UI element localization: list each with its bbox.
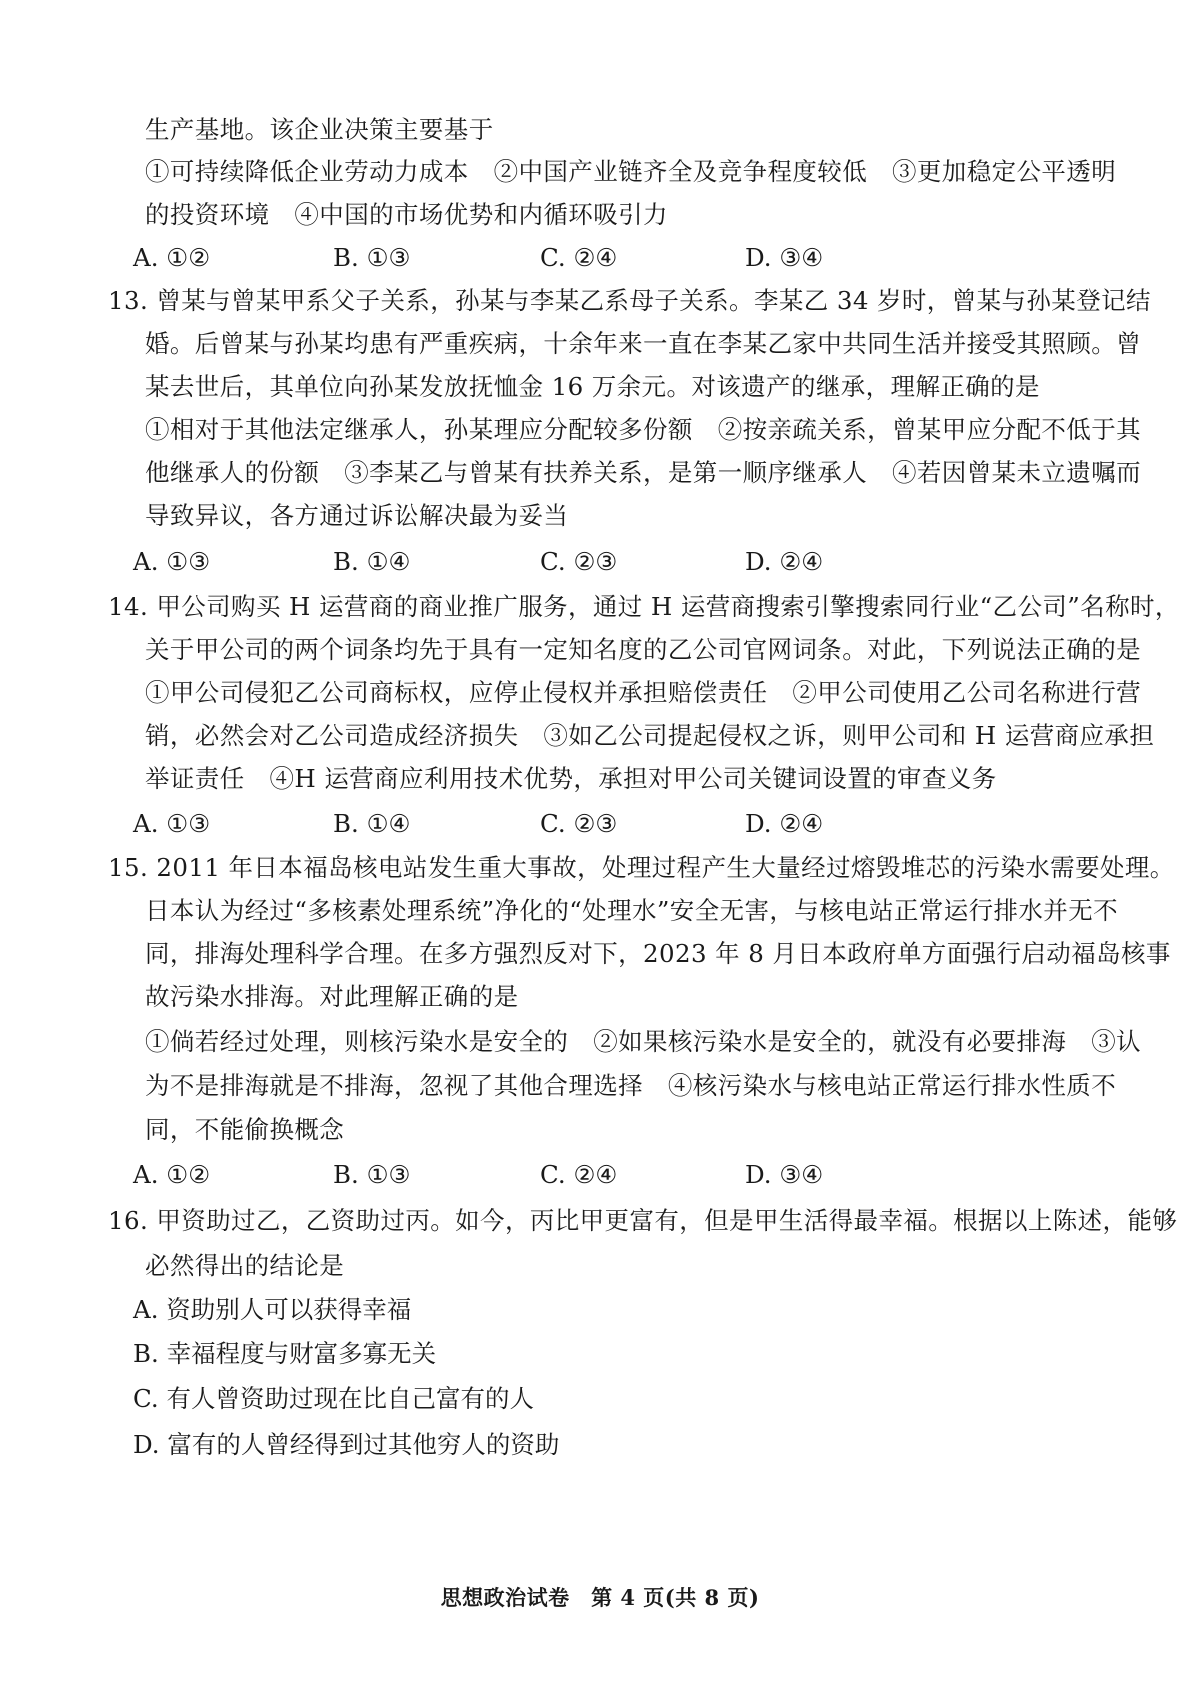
q15-statement-line-2: 为不是排海就是不排海，忽视了其他合理选择 ④核污染水与核电站正常运行排水性质不 (145, 1071, 1117, 1100)
page-footer: 思想政治试卷 第 4 页(共 8 页) (440, 1585, 760, 1610)
q15-stem-line-3: 同，排海处理科学合理。在多方强烈反对下，2023 年 8 月日本政府单方面强行启动福岛核事 (145, 939, 1171, 968)
q15-statement-line-1: ①倘若经过处理，则核污染水是安全的 ②如果核污染水是安全的，就没有必要排海 ③认 (145, 1027, 1141, 1056)
q12-option-c: C. ②④ (540, 243, 618, 272)
q16-stem-line-1: 16. 甲资助过乙，乙资助过丙。如今，丙比甲更富有，但是甲生活得最幸福。根据以上陈述，能够 (108, 1206, 1178, 1235)
q15-option-b: B. ①③ (333, 1160, 411, 1189)
q14-option-b: B. ①④ (333, 809, 411, 838)
q15-option-c: C. ②④ (540, 1160, 618, 1189)
q14-statement-line-1: ①甲公司侵犯乙公司商标权，应停止侵权并承担赔偿责任 ②甲公司使用乙公司名称进行营 (145, 678, 1141, 707)
q14-option-a: A. ①③ (133, 809, 211, 838)
q16-stem-line-2: 必然得出的结论是 (145, 1251, 345, 1280)
q15-option-d: D. ③④ (745, 1160, 824, 1189)
q13-stem-line-3: 某去世后，其单位向孙某发放抚恤金 16 万余元。对该遗产的继承，理解正确的是 (145, 372, 1040, 401)
q13-stem-line-1: 13. 曾某与曾某甲系父子关系，孙某与李某乙系母子关系。李某乙 34 岁时，曾某与孙某登记结 (108, 286, 1151, 315)
q12-option-b: B. ①③ (333, 243, 411, 272)
q14-statement-line-2: 销，必然会对乙公司造成经济损失 ③如乙公司提起侵权之诉，则甲公司和 H 运营商应承担 (145, 721, 1155, 750)
q12-tail: 生产基地。该企业决策主要基于 (145, 115, 494, 144)
q12-option-a: A. ①② (133, 243, 211, 272)
q13-option-a: A. ①③ (133, 547, 211, 576)
q14-statement-line-3: 举证责任 ④H 运营商应利用技术优势，承担对甲公司关键词设置的审查义务 (145, 764, 997, 793)
q13-option-d: D. ②④ (745, 547, 824, 576)
q13-statement-line-2: 他继承人的份额 ③李某乙与曾某有扶养关系，是第一顺序继承人 ④若因曾某未立遗嘱而 (145, 458, 1141, 487)
q15-statement-line-3: 同，不能偷换概念 (145, 1115, 345, 1144)
q15-stem-line-4: 故污染水排海。对此理解正确的是 (145, 982, 519, 1011)
q12-option-d: D. ③④ (745, 243, 824, 272)
q13-statement-line-3: 导致异议，各方通过诉讼解决最为妥当 (145, 501, 569, 530)
q14-option-d: D. ②④ (745, 809, 824, 838)
q13-option-b: B. ①④ (333, 547, 411, 576)
q12-statement-line-2: 的投资环境 ④中国的市场优势和内循环吸引力 (145, 200, 668, 229)
q16-option-d: D. 富有的人曾经得到过其他穷人的资助 (133, 1430, 560, 1459)
q16-option-b: B. 幸福程度与财富多寡无关 (133, 1339, 437, 1368)
q15-stem-line-1: 15. 2011 年日本福岛核电站发生重大事故，处理过程产生大量经过熔毁堆芯的污染水需要处理。 (108, 853, 1175, 882)
q13-stem-line-2: 婚。后曾某与孙某均患有严重疾病，十余年来一直在李某乙家中共同生活并接受其照顾。曾 (145, 329, 1141, 358)
q14-stem-line-1: 14. 甲公司购买 H 运营商的商业推广服务，通过 H 运营商搜索引擎搜索同行业“乙公司”名称时， (108, 592, 1180, 621)
q14-stem-line-2: 关于甲公司的两个词条均先于具有一定知名度的乙公司官网词条。对此，下列说法正确的是 (145, 635, 1141, 664)
q16-option-c: C. 有人曾资助过现在比自己富有的人 (133, 1384, 534, 1413)
q12-statement-line-1: ①可持续降低企业劳动力成本 ②中国产业链齐全及竞争程度较低 ③更加稳定公平透明 (145, 157, 1117, 186)
q14-option-c: C. ②③ (540, 809, 618, 838)
q15-stem-line-2: 日本认为经过“多核素处理系统”净化的“处理水”安全无害，与核电站正常运行排水并无不 (145, 896, 1118, 925)
q13-statement-line-1: ①相对于其他法定继承人，孙某理应分配较多份额 ②按亲疏关系，曾某甲应分配不低于其 (145, 415, 1141, 444)
q13-option-c: C. ②③ (540, 547, 618, 576)
q15-option-a: A. ①② (133, 1160, 211, 1189)
q16-option-a: A. 资助别人可以获得幸福 (133, 1295, 412, 1324)
